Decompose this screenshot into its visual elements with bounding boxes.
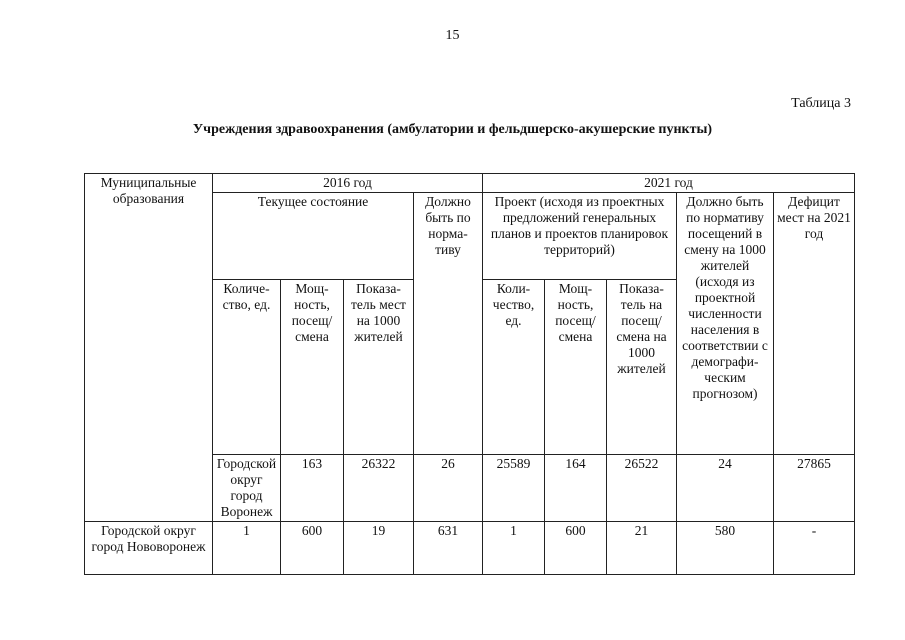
cell-indicator-2021: 21 bbox=[607, 522, 677, 575]
cell-indicator-2016: 26 bbox=[414, 455, 483, 522]
header-current-state: Текущее состояние bbox=[213, 193, 414, 280]
header-indicator-2016: Показа-тель мест на 1000 жителей bbox=[344, 280, 414, 455]
header-count-2016: Количе-ство, ед. bbox=[213, 280, 281, 455]
cell-norm-2016: 631 bbox=[414, 522, 483, 575]
header-capacity-2021: Мощ-ность, посещ/ смена bbox=[545, 280, 607, 455]
table-row bbox=[85, 522, 855, 575]
cell-count-2021: 1 bbox=[483, 522, 545, 575]
row-municipality-name: Городской округ город Нововоронеж bbox=[85, 522, 213, 575]
header-norm-2016: Должно быть по норма-тиву bbox=[414, 193, 483, 455]
cell-capacity-2016: 600 bbox=[281, 522, 344, 575]
cell-capacity-2021: 600 bbox=[545, 522, 607, 575]
header-year-2016: 2016 год bbox=[213, 174, 483, 193]
healthcare-table bbox=[84, 173, 855, 575]
table-title: Учреждения здравоохранения (амбулатории и фельдшерско-акушерские пункты) bbox=[192, 122, 713, 137]
cell-norm-2021: 580 bbox=[677, 522, 774, 575]
cell-capacity-2016: 26322 bbox=[344, 455, 414, 522]
header-deficit: Дефицит мест на 2021 год bbox=[774, 193, 855, 455]
cell-count-2016: 163 bbox=[281, 455, 344, 522]
cell-deficit: - bbox=[774, 522, 855, 575]
cell-norm-2016: 25589 bbox=[483, 455, 545, 522]
header-year-2021: 2021 год bbox=[483, 174, 855, 193]
cell-indicator-2016: 19 bbox=[344, 522, 414, 575]
header-indicator-2021: Показа-тель на посещ/ смена на 1000 жителей bbox=[607, 280, 677, 455]
row-municipality-name: Городской округ город Воронеж bbox=[213, 455, 281, 522]
page-number: 15 bbox=[445, 28, 460, 43]
table-label: Таблица 3 bbox=[791, 96, 851, 111]
header-project: Проект (исходя из проектных предложений генеральных планов и проектов планировок территорий) bbox=[483, 193, 677, 280]
cell-norm-2021: 27865 bbox=[774, 455, 855, 522]
header-municipality: Муниципальные образования bbox=[85, 174, 213, 522]
header-norm-2021: Должно быть по нормативу посещений в смену на 1000 жителей (исходя из проектной численности населения в соответствии с демографи-ческим прогнозом) bbox=[677, 193, 774, 455]
cell-capacity-2021: 26522 bbox=[607, 455, 677, 522]
cell-indicator-2021: 24 bbox=[677, 455, 774, 522]
header-count-2021: Коли-чество, ед. bbox=[483, 280, 545, 455]
header-capacity-2016: Мощ-ность, посещ/ смена bbox=[281, 280, 344, 455]
cell-count-2016: 1 bbox=[213, 522, 281, 575]
cell-count-2021: 164 bbox=[545, 455, 607, 522]
header-row-years bbox=[85, 174, 855, 193]
